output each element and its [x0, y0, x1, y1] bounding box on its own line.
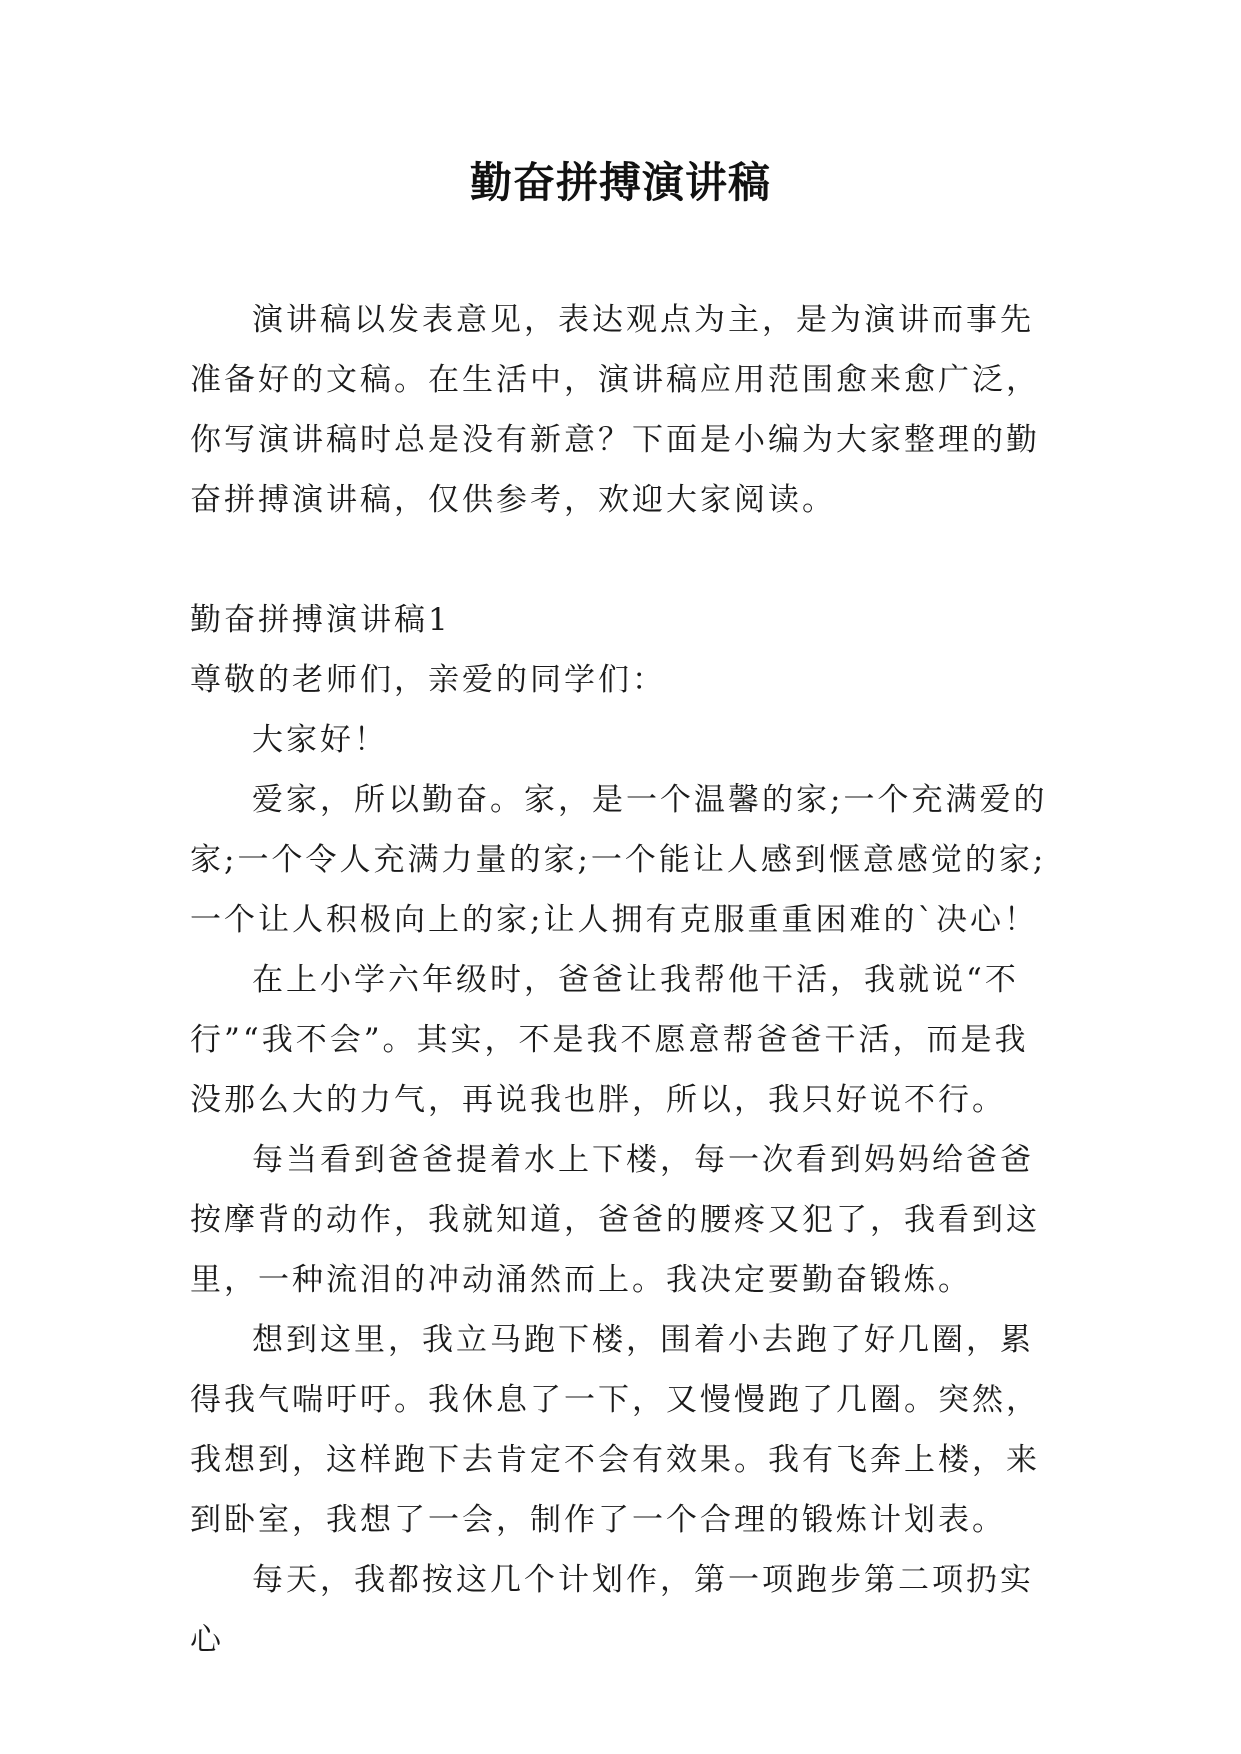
paragraph-spacer: [190, 530, 1050, 590]
body-paragraph: 爱家，所以勤奋。家，是一个温馨的家;一个充满爱的家;一个令人充满力量的家;一个能让人感到惬意感觉的家;一个让人积极向上的家;让人拥有克服重重困难的`决心！: [190, 782, 1048, 938]
body-paragraph: 每当看到爸爸提着水上下楼，每一次看到妈妈给爸爸按摩背的动作，我就知道，爸爸的腰疼又犯了，我看到这里，一种流泪的冲动涌然而上。我决定要勤奋锻炼。: [190, 1142, 1040, 1298]
body-paragraph: 每天，我都按这几个计划作，第一项跑步第二项扔实心: [190, 1562, 1034, 1658]
body-paragraph: 在上小学六年级时，爸爸让我帮他干活，我就说“不行”“我不会”。其实，不是我不愿意帮爸爸干活，而是我没那么大的力气，再说我也胖，所以，我只好说不行。: [190, 962, 1029, 1118]
salutation: 尊敬的老师们，亲爱的同学们：: [190, 662, 666, 698]
body-paragraph: 想到这里，我立马跑下楼，围着小去跑了好几圈，累得我气喘吁吁。我休息了一下，又慢慢跑了几圈。突然，我想到，这样跑下去肯定不会有效果。我有飞奔上楼，来到卧室，我想了一会，制作了一个合理的锻炼计划表。: [190, 1322, 1040, 1538]
intro-paragraph: 演讲稿以发表意见，表达观点为主，是为演讲而事先准备好的文稿。在生活中，演讲稿应用范围愈来愈广泛，你写演讲稿时总是没有新意？下面是小编为大家整理的勤奋拼搏演讲稿，仅供参考，欢迎大家阅读。: [190, 302, 1040, 518]
body-paragraph: 大家好！: [252, 722, 388, 758]
document-title: 勤奋拼搏演讲稿: [469, 158, 771, 207]
section-heading: 勤奋拼搏演讲稿1: [190, 602, 451, 638]
document-body: [190, 290, 1050, 1670]
